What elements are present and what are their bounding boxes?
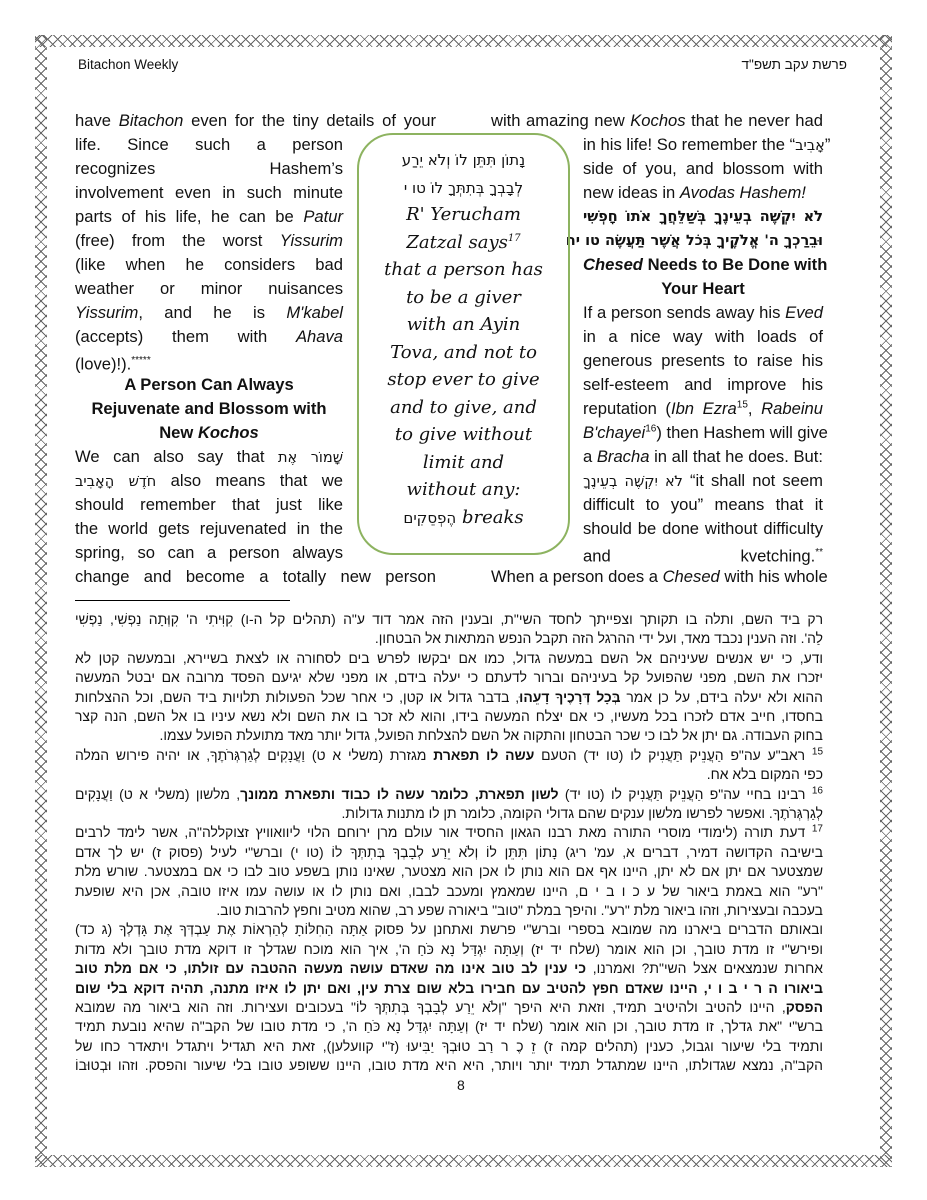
italic-term: Ahava [295,327,343,346]
text-line [75,350,343,376]
quote-line [357,478,570,502]
italic-term: Kochos [197,423,259,442]
bold-text: לשון תפארת, כלומר עשה לו כבוד ותפארת ממונך [240,785,559,802]
text-run: מגזרת (משלי א ט) וַעֲנָקִים לְגַרְגְּרֹתֶךָ, או יהיה פירוש המלה [75,746,434,763]
text-run: וּבֵרַכְךָ ה' אֱלֹקֶיךָ בְּכֹל אֲשֶׁר תַּעֲשֶׂה טו יח [565,233,823,249]
italic-term: Chesed [583,255,643,274]
text-run: רבינו בחיי עה"פ הַעֲנֵיק תַּעֲנִיק לו (טו יד) [558,785,812,802]
hebrew-quote: נָתוֹן תִּתֵּן לוֹ וְלֹא יֵרַע [401,151,526,169]
quote-line [357,313,570,337]
text-run: that he never had [685,111,823,130]
italic-term: M'kabel [286,303,343,322]
text-line [583,182,823,204]
text-run: self-esteem and improve his [583,375,823,394]
text-run: Your Heart [661,279,745,298]
text-run: should remember that just like [75,495,343,514]
text-run: Tova, and not to [390,341,537,363]
text-line [75,326,343,348]
text-line [491,566,828,588]
quote-line [357,176,570,200]
footnote-line [75,668,823,687]
text-line [75,254,343,276]
footnote-line [75,998,823,1017]
text-run: יזכרו את השם, מפני שהפועל קל בעיניהם וברור לדעתם כי יעלה בידם, או מפני שלא יגיעם הפסד מרובה אם יבטל המעשה [75,669,823,686]
text-run: with amazing new [491,111,631,130]
text-run: side of you, and blossom with [583,159,823,178]
text-line [583,398,823,420]
text-run: אחרות שנמצאים אצל השי"ת? ואמרנו, [586,960,823,977]
text-line [75,302,343,324]
bold-text: עשה לו תפארת [433,746,535,763]
footnote-line [75,862,823,881]
footnote-line [75,688,823,707]
quote-line [357,341,570,365]
text-run: parts of his life, he can be [75,207,304,226]
text-run: לַה'. וזה הענין נכבד מאד, ועל ידי ההרגל הזה תקבל הנפש המתאות אל הבטחון. [374,630,823,647]
text-run: ובאותם הדברים ביארנו מה שמובא בספרי וברש"י פרשת ואתחנן על פסוק אַתָּה הַחִלּוֹתָ לְהַרְאוֹת אֶת עַבְדְּךָ אֶת גָּדְלְךָ (ג כד) [75,921,823,938]
italic-term: Kochos [630,111,686,130]
hebrew-quote: לְבָבְךָ בְּתִתְּךָ לוֹ טו י [403,178,524,197]
text-run: Rejuvenate and Blossom with [91,399,327,418]
text-run: (love)!). [75,354,132,374]
italic-term: Rabeinu [761,399,823,418]
text-run: , מלשון (משלי א ט) וַעֲנָקִים [75,785,241,802]
text-run: "רע" הוא באמת ביאור של ע כ ו ב י ם, היינו שמאמץ ומעכב לבבו, ואם נותן לו או עושה עמו איזו טובה, אכן היא שופעת [75,882,823,899]
text-line [75,518,343,540]
text-run: that a person has [384,259,543,280]
text-run: limit and [422,451,505,473]
text-run: in a nice way with loads of [583,327,823,346]
text-run: to be a giver [406,286,521,308]
bold-text: כי ענין לב טוב אינו מה שאדם עושה מעשה ההטבה עם זולתו, כי אם מלת טוב [75,960,587,977]
text-run: generous presents to raise his [583,351,823,370]
footnote-line [75,1056,823,1075]
italic-term: Yissurim [75,303,139,322]
text-line [583,134,831,157]
hebrew-quote: לֹא יִקְשֶׁה בְעֵינֶךָ [583,474,683,490]
footnote-separator [75,600,290,601]
text-line [75,182,343,204]
footnote-line [75,901,823,920]
text-line [583,518,823,540]
text-run: and to give, and [390,396,537,418]
footnote-line [75,882,823,901]
footnote-line [75,785,823,804]
decorative-border-left [35,35,47,1167]
text-line [75,470,343,493]
quote-line [357,451,570,475]
text-line [75,134,343,156]
section-heading-line [75,374,343,396]
text-run: ותמיד בלי שיעור וגבול, כענין (תהלים קמה ז) זֵ כֶ ר רַב טוּבְךָ יַבִּיעוּ (ז"י קוועלען), זאת היא תגדיל ויתגדל ויתאדר כחו של [75,1037,823,1054]
text-run: with his whole [719,567,828,586]
footnote-ref: 15 [736,399,748,411]
text-line [491,110,823,132]
text-run: ) then Hashem will give [656,423,828,442]
footnote-line [75,746,823,765]
bold-text: ביאורו ה ר י ב ו י, היינו שאדם חפץ להטיב עם חבירו בלא שום צרת עין, ואם יתן לו איזו מתנה, תהיה דוקא בלי שום [75,979,823,996]
text-run: בחסדו, חייב אדם לזכרו בכל מעשיו, כי אם יצלח המעשה בידו, והוא לא זכר בו את השם ולא נשא עיניו בו אל השם, הנה קצר [75,708,823,724]
footnote-line [75,726,823,745]
text-run: should be done without difficulty [583,519,823,538]
quote-line [357,258,570,282]
decorative-border-top [35,35,892,47]
quote-line [357,506,570,530]
text-run: We can also say that [75,447,278,466]
text-run: If a person sends away his [583,303,786,322]
text-run: R' Yerucham [406,204,521,225]
text-run: new ideas in [583,183,680,202]
text-run: לֹא יִקְשֶׁה בְעֵינֶךָ בְּשַׁלֵּחֲךָ אֹתוֹ חָפְשִׁי [583,209,823,225]
text-line [583,470,823,493]
quote-line [357,368,570,392]
text-run: When a person does a [491,567,663,586]
quote-line [357,203,570,227]
text-run: and kvetching. [583,546,816,566]
text-line [583,350,823,372]
header-parsha-date: פרשת עקב תשפ"ד [741,57,847,72]
quote-line [357,286,570,310]
text-run: , היינו להטיב ולהיטיב תמיד, וזאת היא היפך "וְלֹא יֵרַע לְבָבְךָ בְּתִתְּךָ לוֹ" בעכובים ועצירות. וזה הוא ביאור מה שמובא [75,999,786,1015]
hebrew-verse-line [583,206,823,228]
footnote-line [75,823,823,842]
text-run: ופירש"י זו מדת טובך, וכן הוא אומר (שלח יד יז) וְעַתָּה יִגְדַּל נָא כֹּחַ ה', איך הוא מוכח שגדלך זו דוקא מדת טובך ולא מדות [75,940,823,957]
text-run: life. Since such a person [75,135,343,154]
text-run: the world gets rejuvenated in the [75,519,343,538]
italic-term: Eved [785,303,823,322]
section-heading-line [583,254,828,276]
text-run: in his life! So remember the “ [583,135,796,154]
text-run: “it shall not seem [682,471,823,490]
footnote-ref: 16 [811,784,823,796]
footnote-ref: 17 [811,823,823,835]
section-divider-stars: ***** [131,355,151,366]
decorative-border-right [880,35,892,1167]
text-line [583,374,823,396]
text-run: בעכבה ובעצירות, וזהו ביאור מלת "רע". והיפך במלת "טוב" ביאורה שפע רב, שהוא מטיב וחפץ להרבות טוב. [216,902,823,918]
text-run: to give without [394,424,533,445]
text-line [583,494,823,516]
page-number: 8 [457,1077,465,1093]
bold-text: הפסק [785,999,823,1015]
text-run: reputation ( [583,399,671,418]
text-line [75,158,343,180]
text-line [75,110,436,132]
text-run: לְגַרְגְּרֹתֶךָ. ואפשר לפרשו מלשון ענקים שהם גדולי הקומה, כלומר תן לו מתנות גדולות. [341,805,823,821]
text-run: also means that we [156,471,344,490]
footnote-line [75,765,823,784]
text-run: A Person Can Always [124,375,294,394]
hebrew-quote: אָבִיב [795,138,825,154]
text-run: , בדבר גדול או קטן, כי אחר שכל הפעולות תלויות ביד השם, וכל ההצלחות [75,688,520,705]
text-run: spring, so can a person always [75,543,343,562]
text-run: (free) from the worst [75,231,280,250]
text-line [75,566,436,588]
text-run: stop ever to give [387,369,540,390]
section-heading-line [75,398,343,420]
footnote-line [75,1037,823,1056]
text-run: Needs to Be Done with [642,255,828,274]
text-run: in all that he does. But: [649,447,823,466]
quote-line [357,396,570,420]
footnote-line [75,940,823,959]
text-run: כפי המקום בלא אח. [706,766,823,783]
footnote-line [75,959,823,978]
italic-term: Bracha [596,447,650,466]
italic-term: Yissurim [279,231,343,250]
italic-term: Chesed [662,567,720,586]
text-line [583,446,823,468]
text-run: דעת תורה (לימודי מוסרי התורה מאת רבנו הגאון החסיד אור עולם מרן ירוחם הלוי ליוואוויץ זצוקללה"ה, אשר לימד לרבים [75,824,812,841]
text-run: with an Ayin [406,314,521,335]
text-run: שמצטער אם יתן אם לא יתן, היינו אף אם הוא נותן לו אכן הוא מצטער, שאינו נותן בשפע טוב לבו כי אם במצטער. שורש מלת [75,863,823,880]
footnote-line [75,804,823,823]
hebrew-verse-line [565,230,823,252]
text-run: רק ביד השם, ותלה בו תקותך וצפייתך לחסד השי"ת, ובענין הזה אמר דוד ע"ה (תהלים קל ה-ו) קִוִּיתִי ה' קִוְּתָה נַפְשִׁי, נַפְשִׁי [75,611,823,627]
footnote-line [75,1017,823,1036]
text-run: change and become a totally new person [75,567,436,586]
italic-term: B'chayei [583,423,646,442]
hebrew-quote: חֹדֶשׁ הָאָבִיב [75,474,157,490]
text-line [75,446,343,469]
quote-line [357,148,570,172]
text-run: , [747,399,762,418]
text-line [75,230,343,252]
hebrew-quote: הֶפְסֵקִים [403,508,457,527]
text-run: without any: [406,479,521,500]
section-divider-stars: ** [815,547,823,558]
text-run: have [75,111,119,130]
footnote-line [75,707,823,726]
text-run: ראב"ע עה"פ הַעֲנֵיק תַּעֲנִיק לו (טו יד) הטעם [534,746,812,763]
text-run: New [159,423,198,442]
footnote-line [75,649,823,668]
italic-term: Bitachon [118,111,184,130]
text-line [583,158,823,180]
footnote-line [75,610,823,629]
text-line [75,206,343,228]
text-line [583,302,823,324]
decorative-border-bottom [35,1155,892,1167]
text-line [75,542,343,564]
text-line [583,422,828,444]
footnote-line [75,920,823,939]
text-run: Zatzal says [406,231,508,253]
text-run: breaks [456,506,524,528]
italic-term: Ibn Ezra [670,399,737,418]
text-run: ודע, כי יש אנשים שעיניהם אל השם במעשה גדול, כמו אם יבקשו לפרש בים לסחורה או לצאת בשיירא, ובמעשה קטן לא [75,649,823,666]
text-run: בחוק העבודה. גם יתן אל לבו כי שכר הבטחון והתקוה אל השם להצלחת הפועל, גדול יותר מאד מתועלת הפועל עצמו. [159,727,823,744]
text-run: difficult to you” means that it [583,495,823,514]
text-run: recognizes Hashem’s [75,159,343,178]
footnote-ref: 17 [507,232,521,244]
section-heading-line [75,422,343,444]
footnote-ref: 15 [811,746,824,758]
text-run: הקב"ה, נמצא שגדולתו, היינו שמתגדל תמיד יותר ויותר, היא היא מדת טובו, היינו ששופע טובו בלי שיעור והפסק. וזהו וּבְטוּבוֹ [75,1057,823,1074]
italic-term: Patur [303,207,343,226]
footnote-ref: 16 [645,423,657,435]
text-run: weather or minor nuisances [75,279,343,298]
quote-line [357,231,570,255]
section-heading-line [583,278,823,300]
text-line [583,326,823,348]
text-run: ” [824,135,831,154]
text-run: ברש"י "את גדלך, זו מדת טובך, וכן הוא אומר (שלח יד יז) וְעַתָּה יִגְדַּל נָא כֹּחַ ה', כי מדת טובו של הקב"ה שהיא נובעת תמיד [75,1018,823,1035]
text-run: even for the tiny details of your [183,111,436,130]
header-publication-title: Bitachon Weekly [78,57,179,72]
quote-line [357,423,570,447]
bold-text: בְּכָל דְּרָכֶיךָ דָעֵהוּ [519,688,621,705]
text-run: involvement even in such minute [75,183,343,202]
text-run: (accepts) them with [75,327,296,346]
italic-term: Avodas Hashem! [679,183,806,202]
text-run: , and he is [138,303,287,322]
text-run: a [583,447,597,466]
text-line [583,542,823,568]
text-run: (like when he considers bad [75,255,343,274]
text-run: בישיבה הקדושה דמיר, דברים א, עמ' ריג) נָתוֹן תִּתֵּן לוֹ וְלֹא יֵרַע לְבָבְךָ בְּתִתְּךָ לוֹ (טו י) וברש"י לעיל (פסוק ז) יש לך אדם [75,843,823,860]
text-run: ההוא ולא יעלה בידם, על כן אמר [620,688,823,705]
footnote-line [75,979,823,998]
footnote-line [75,843,823,862]
text-line [75,494,343,516]
footnote-line [75,629,823,648]
text-line [75,278,343,300]
hebrew-quote: שָׁמוֹר אֶת [277,450,343,466]
